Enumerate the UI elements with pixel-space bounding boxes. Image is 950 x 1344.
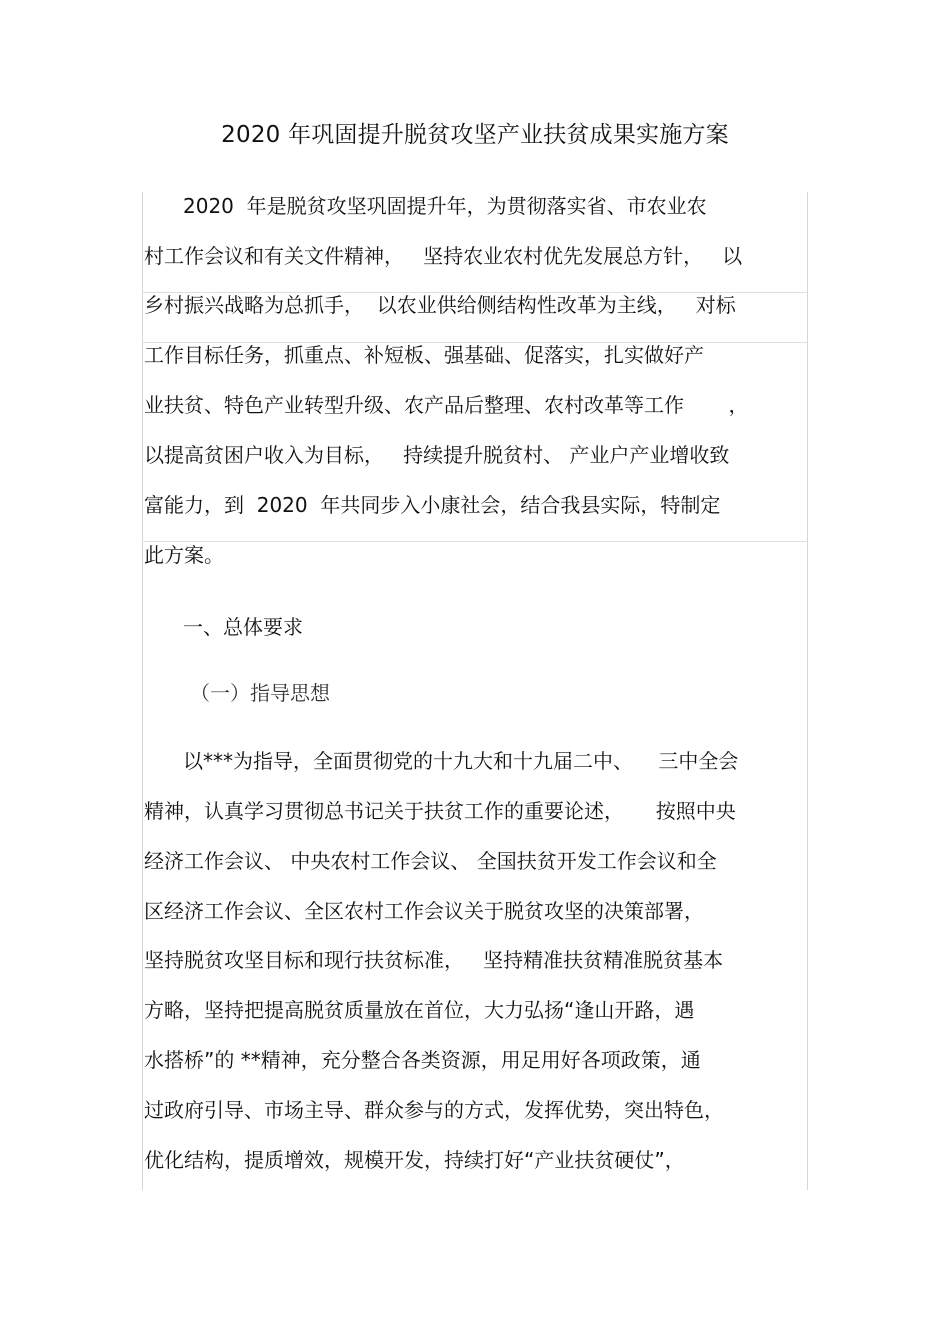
paragraph-line: 区经济工作会议、全区农村工作会议关于脱贫攻坚的决策部署， (144, 899, 704, 923)
frame-line-row (142, 541, 808, 542)
paragraph-line: 2020 年是脱贫攻坚巩固提升年，为贯彻落实省、市农业农 (183, 194, 707, 218)
paragraph-line: 精神，认真学习贯彻总书记关于扶贫工作的重要论述， 按照中央 (144, 799, 736, 823)
paragraph-line: 优化结构，提质增效，规模开发，持续打好“产业扶贫硬仗”， (144, 1148, 685, 1172)
paragraph-line: 水搭桥”的 **精神，充分整合各类资源，用足用好各项政策，通 (144, 1048, 701, 1072)
paragraph-line: 以提高贫困户收入为目标， 持续提升脱贫村、 产业户产业增收致 (144, 443, 730, 467)
paragraph-line: 经济工作会议、 中央农村工作会议、 全国扶贫开发工作会议和全 (144, 849, 717, 873)
paragraph-line: 方略，坚持把提高脱贫质量放在首位，大力弘扬“逢山开路，遇 (144, 998, 695, 1022)
paragraph-line: 过政府引导、市场主导、群众参与的方式，发挥优势，突出特色， (144, 1098, 724, 1122)
paragraph-line: 此方案。 (144, 543, 224, 567)
paragraph-line: 乡村振兴战略为总抓手， 以农业供给侧结构性改革为主线， 对标 (144, 293, 736, 317)
paragraph-line: 业扶贫、特色产业转型升级、农产品后整理、农村改革等工作 ， (144, 393, 749, 417)
paragraph-line: 富能力，到 2020 年共同步入小康社会，结合我县实际，特制定 (144, 493, 721, 517)
paragraph-line: 工作目标任务，抓重点、补短板、强基础、促落实，扎实做好产 (144, 343, 704, 367)
paragraph-line: 坚持脱贫攻坚目标和现行扶贫标准， 坚持精准扶贫精准脱贫基本 (144, 948, 724, 972)
paragraph-line: 以***为指导，全面贯彻党的十九大和十九届二中、 三中全会 (183, 749, 739, 773)
paragraph-line: 村工作会议和有关文件精神， 坚持农业农村优先发展总方针， 以 (144, 244, 743, 268)
document-title: 2020 年巩固提升脱贫攻坚产业扶贫成果实施方案 (221, 122, 729, 148)
section-heading: 一、总体要求 (183, 615, 303, 639)
subsection-heading: （一）指导思想 (190, 681, 330, 705)
